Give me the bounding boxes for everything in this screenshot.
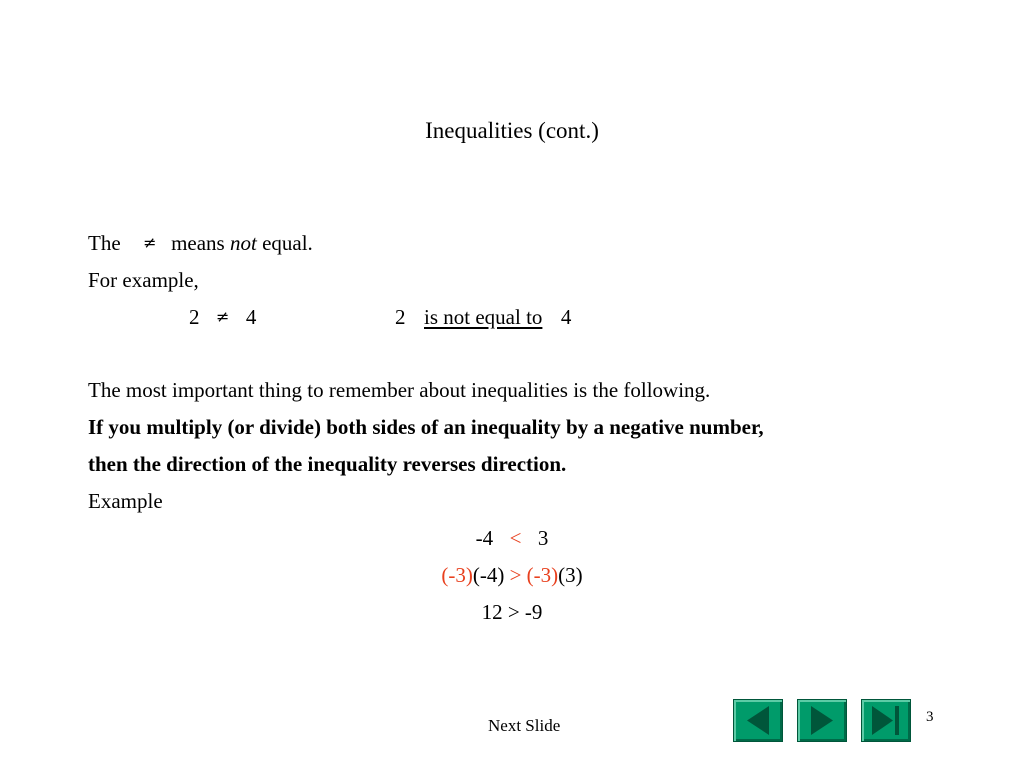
is-not-equal-to-phrase: is not equal to [424,305,543,329]
example-left-value: 2 [189,305,200,329]
verbal-left-value: 2 [395,305,406,329]
eq2-greater-than: > [509,563,522,587]
example-label: Example [88,489,163,513]
example-not-equal-symbol: ≠ [216,307,230,326]
slide-title: Inequalities (cont.) [425,118,599,143]
eq2-multiplier-right: (-3) [526,563,559,587]
text-the: The [88,231,121,255]
eq1-right: 3 [537,526,549,550]
example-verbal [395,305,571,330]
rule-line-2: then the direction of the inequality reverses direction. [88,452,567,476]
eq2-left: (-4) [472,563,505,587]
text-equal: equal. [262,231,313,255]
eq1-left: -4 [475,526,494,550]
previous-slide-button[interactable] [733,699,783,742]
eq1-less-than: < [509,526,522,550]
triangle-left-icon [734,700,782,741]
page-number: 3 [926,709,934,725]
text-means: means [171,231,225,255]
verbal-right-value: 4 [560,305,572,329]
text-not-italic: not [229,231,257,255]
eq2-multiplier-left: (-3) [441,563,473,587]
example-symbolic [189,305,256,330]
rule-line-1: If you multiply (or divide) both sides of an inequality by a negative number, [88,415,764,439]
important-thing-text: The most important thing to remember about inequalities is the following. [88,378,711,402]
equation-2 [0,563,1024,588]
last-slide-button[interactable] [861,699,911,742]
not-equal-symbol: ≠ [143,233,157,252]
eq3-greater-than: > [507,600,520,624]
for-example-text: For example, [88,268,199,292]
eq2-right: (3) [558,563,583,587]
equation-1 [0,526,1024,551]
example-right-value: 4 [245,305,257,329]
eq3-left: 12 [481,600,503,624]
triangle-right-icon [798,700,846,741]
equation-3 [0,600,1024,625]
skip-to-end-icon [862,700,910,741]
neq-definition [88,231,313,256]
next-slide-link[interactable]: Next Slide [488,716,561,735]
next-slide-button[interactable] [797,699,847,742]
eq3-right: -9 [524,600,543,624]
